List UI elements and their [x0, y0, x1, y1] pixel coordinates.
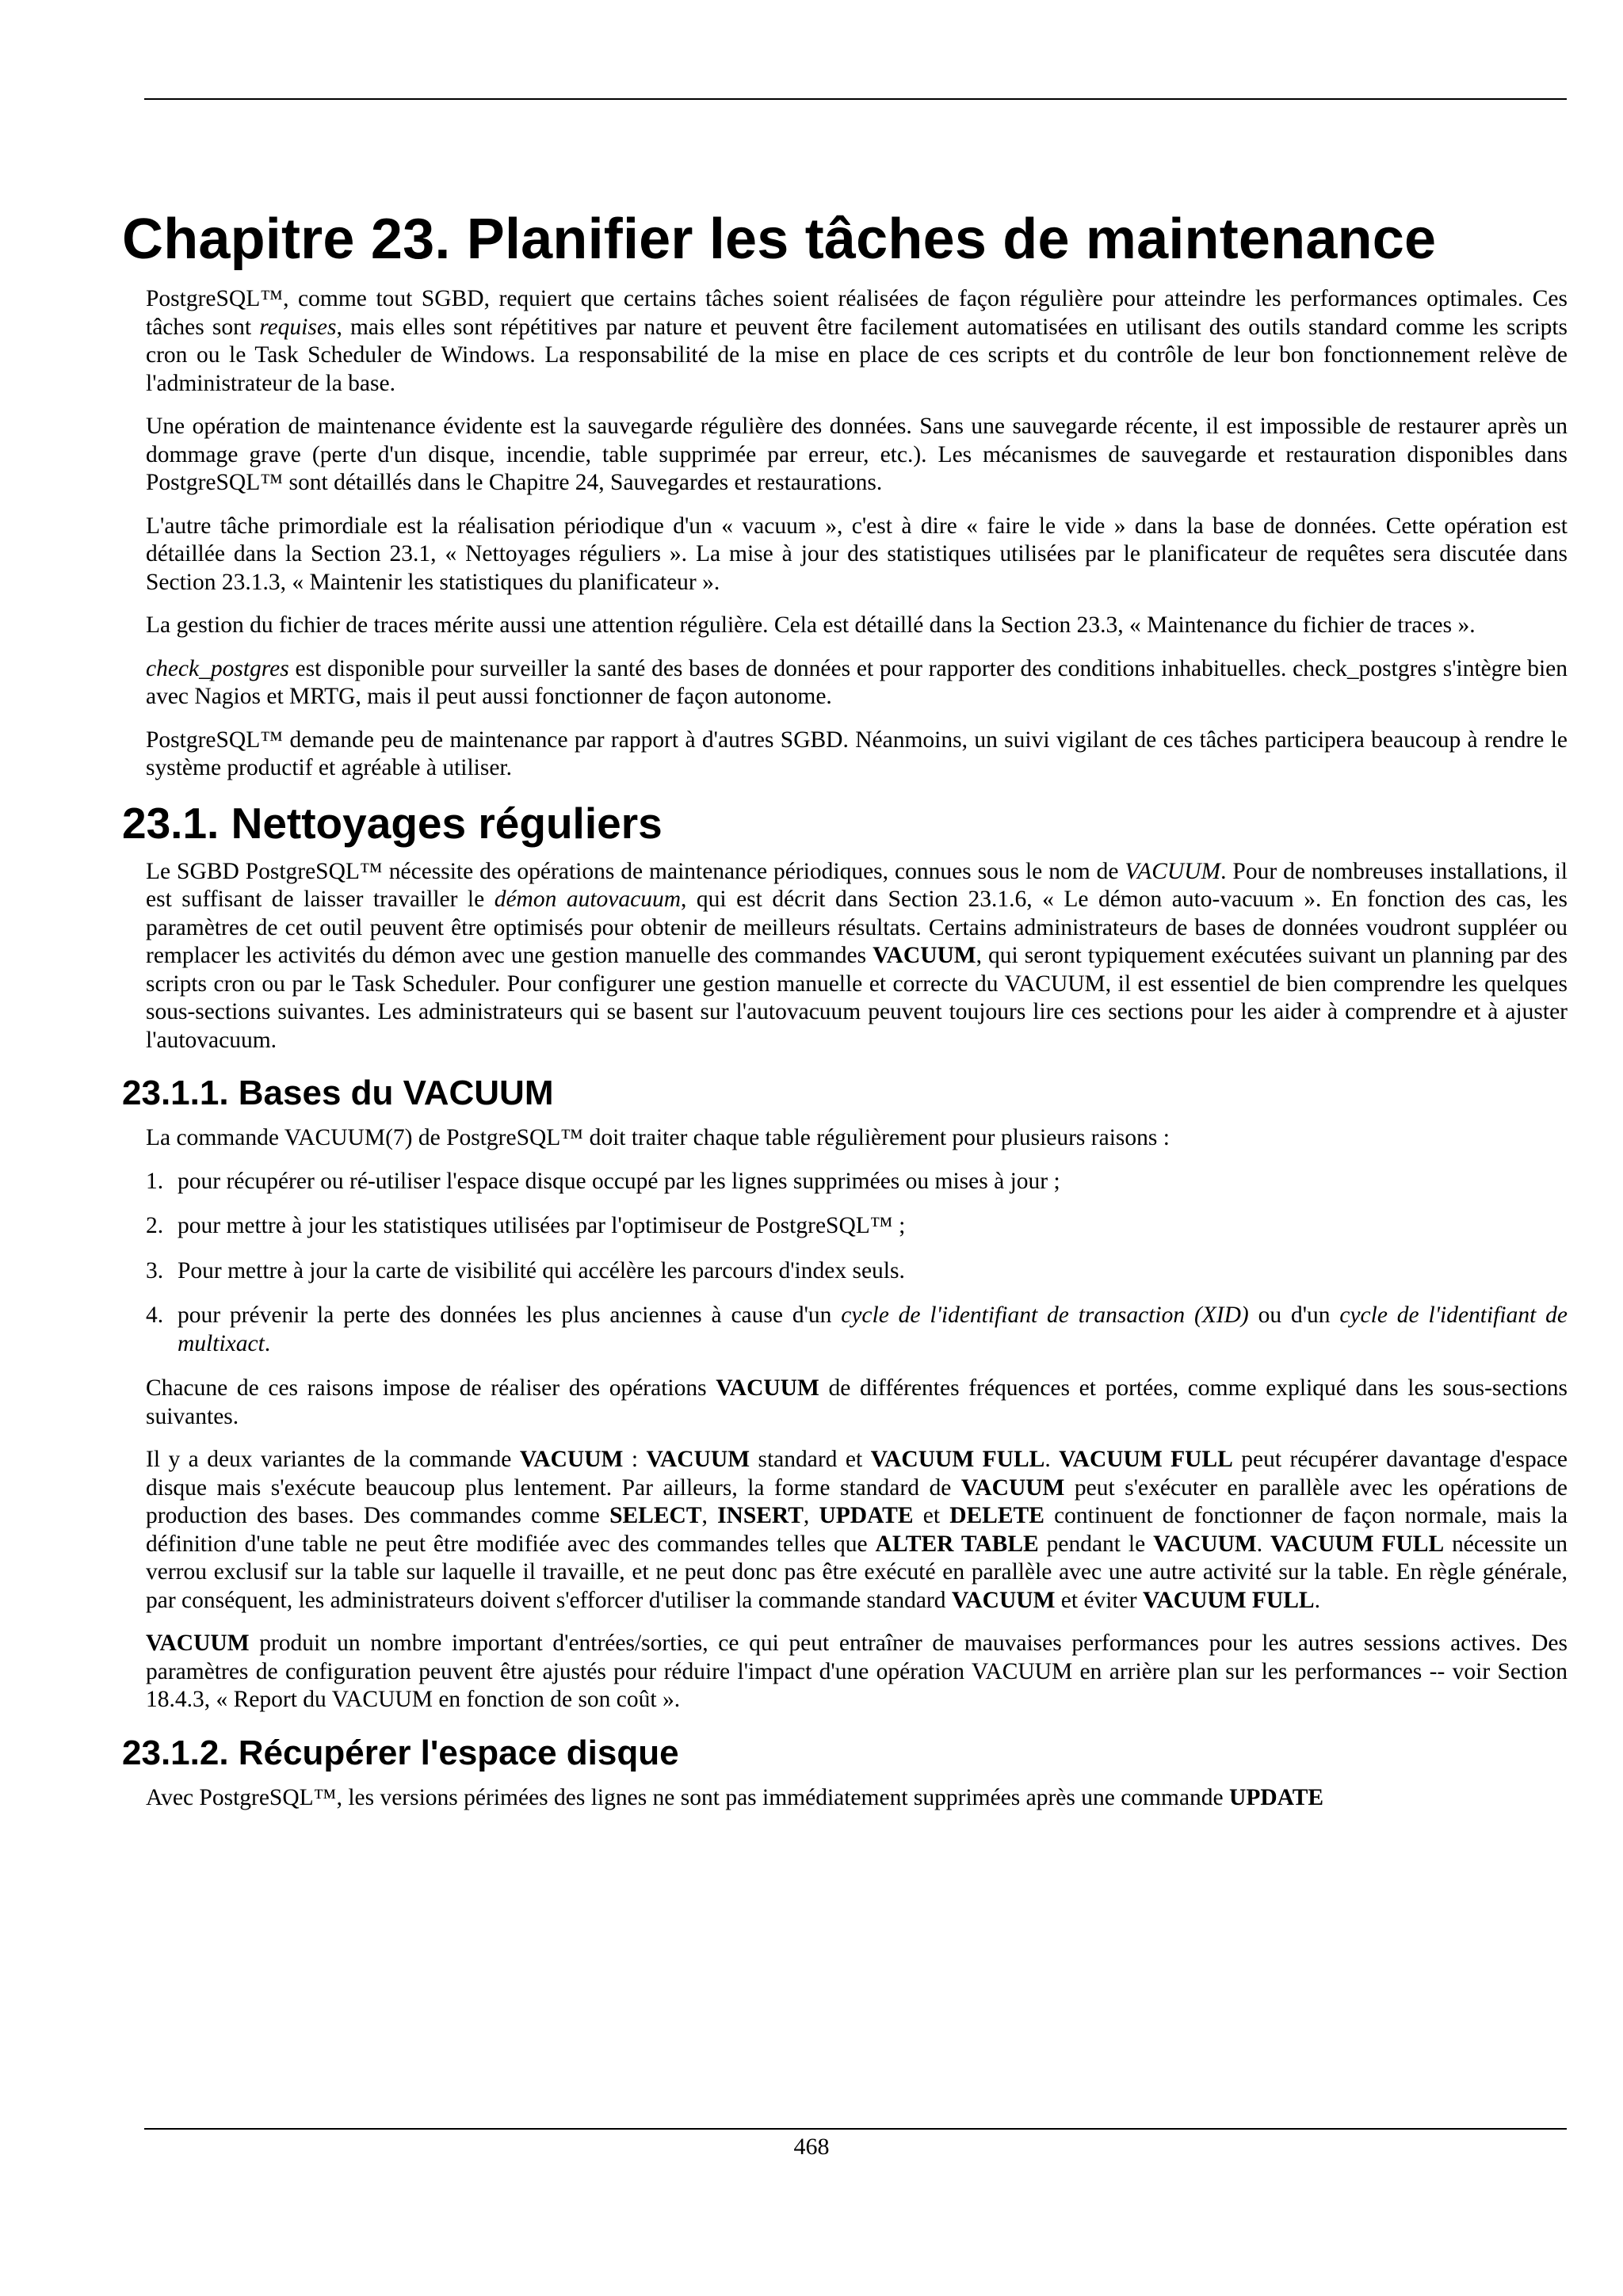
paragraph: check_postgres est disponible pour surveiller la santé des bases de données et pour rapporter des conditions inhabituelles. check_postgres s'intègre bien avec Nagios et MRTG, mais il peut aussi fonctionner de façon autonome.	[146, 655, 1568, 709]
list-item: 1. pour récupérer ou ré-utiliser l'espace disque occupé par les lignes supprimées ou mises à jour ;	[146, 1168, 1060, 1194]
list-item: 2. pour mettre à jour les statistiques utilisées par l'optimiseur de PostgreSQL™ ;	[146, 1213, 906, 1238]
chapter-intro	[146, 285, 1568, 783]
paragraph: PostgreSQL™ demande peu de maintenance par rapport à d'autres SGBD. Néanmoins, un suivi vigilant de ces tâches participera beaucoup à rendre le système productif et agréable à utiliser.	[146, 727, 1568, 780]
header-rule	[144, 98, 1567, 100]
paragraph: La commande VACUUM(7) de PostgreSQL™ doit traiter chaque table régulièrement pour plusieurs raisons :	[146, 1125, 1170, 1150]
paragraph: Le SGBD PostgreSQL™ nécessite des opérations de maintenance périodiques, connues sous le nom de VACUUM. Pour de nombreuses installations, il est suffisant de laisser travailler le démon autovacuum, qui est décrit dans Section 23.1.6, « Le démon auto-vacuum ». En fonction des cas, les paramètres de cet outil peuvent être optimisés pour obtenir de meilleurs résultats. Certains administrateurs de bases de données voudront suppléer ou remplacer les activités du démon avec une gestion manuelle des commandes VACUUM, qui seront typiquement exécutées suivant un planning par des scripts cron ou par le Task Scheduler. Pour configurer une gestion manuelle et correcte du VACUUM, il est essentiel de bien comprendre les quelques sous-sections suivantes. Les administrateurs qui se basent sur l'autovacuum peuvent toujours lire ces sections pour les aider à comprendre et à ajuster l'autovacuum.	[146, 858, 1568, 1053]
paragraph: Il y a deux variantes de la commande VACUUM : VACUUM standard et VACUUM FULL. VACUUM FULL peut récupérer davantage d'espace disque mais s'exécute beaucoup plus lentement. Par ailleurs, la forme standard de VACUUM peut s'exécuter en parallèle avec les opérations de production des bases. Des commandes comme SELECT, INSERT, UPDATE et DELETE continuent de fonctionner de façon normale, mais la définition d'une table ne peut être modifiée avec des commandes telles que ALTER TABLE pendant le VACUUM. VACUUM FULL nécessite un verrou exclusif sur la table sur laquelle il travaille, et ne peut donc pas être exécuté en parallèle avec une autre activité sur la table. En règle générale, par conséquent, les administrateurs doivent s'efforcer d'utiliser la commande standard VACUUM et éviter VACUUM FULL.	[146, 1447, 1568, 1613]
list-item: 3. Pour mettre à jour la carte de visibilité qui accélère les parcours d'index seuls.	[146, 1257, 905, 1283]
paragraph: Avec PostgreSQL™, les versions périmées des lignes ne sont pas immédiatement supprimées après une commande UPDATE	[146, 1784, 1324, 1810]
paragraph: Une opération de maintenance évidente est la sauvegarde régulière des données. Sans une sauvegarde récente, il est impossible de restaurer après un dommage grave (perte d'un disque, incendie, table supprimée par erreur, etc.). Les mécanismes de sauvegarde et restauration disponibles dans PostgreSQL™ sont détaillés dans le Chapitre 24, Sauvegardes et restaurations.	[146, 414, 1568, 495]
footer-rule	[144, 2128, 1567, 2130]
paragraph: PostgreSQL™, comme tout SGBD, requiert que certains tâches soient réalisées de façon régulière pour atteindre les performances optimales. Ces tâches sont requises, mais elles sont répétitives par nature et peuvent être facilement automatisées en utilisant des outils standard comme les scripts cron ou le Task Scheduler de Windows. La responsabilité de la mise en place de ces scripts et du contrôle de leur bon fonctionnement relève de l'administrateur de la base.	[146, 286, 1568, 396]
section-23-1-2-body	[146, 1784, 1568, 1813]
chapter-title: Chapitre 23. Planifier les tâches de maintenance	[122, 208, 1437, 271]
section-title-23-1-1: 23.1.1. Bases du VACUUM	[122, 1074, 554, 1112]
section-23-1-body	[146, 858, 1568, 1055]
paragraph: VACUUM produit un nombre important d'entrées/sorties, ce qui peut entraîner de mauvaises performances pour les autres sessions actives. Des paramètres de configuration peuvent être ajustés pour réduire l'impact d'une opération VACUUM en arrière plan sur les performances -- voir Section 18.4.3, « Report du VACUUM en fonction de son coût ».	[146, 1630, 1568, 1712]
list-item: 4. pour prévenir la perte des données les plus anciennes à cause d'un cycle de l'identifiant de transaction (XID) ou d'un cycle de l'identifiant de multixact.	[146, 1302, 1568, 1356]
section-title-23-1: 23.1. Nettoyages réguliers	[122, 798, 663, 848]
section-23-1-1-body	[146, 1124, 1568, 1714]
page-content	[122, 208, 1568, 1827]
reasons-list	[146, 1168, 1568, 1359]
paragraph: Chacune de ces raisons impose de réaliser des opérations VACUUM de différentes fréquences et portées, comme expliqué dans les sous-sections suivantes.	[146, 1375, 1568, 1429]
paragraph: L'autre tâche primordiale est la réalisation périodique d'un « vacuum », c'est à dire « faire le vide » dans la base de données. Cette opération est détaillée dans la Section 23.1, « Nettoyages réguliers ». La mise à jour des statistiques utilisées par le planificateur de requêtes sera discutée dans Section 23.1.3, « Maintenir les statistiques du planificateur ».	[146, 513, 1568, 595]
paragraph: La gestion du fichier de traces mérite aussi une attention régulière. Cela est détaillé dans la Section 23.3, « Maintenance du fichier de traces ».	[146, 612, 1476, 638]
page-number: 468	[793, 2134, 830, 2160]
section-title-23-1-2: 23.1.2. Récupérer l'espace disque	[122, 1733, 679, 1772]
